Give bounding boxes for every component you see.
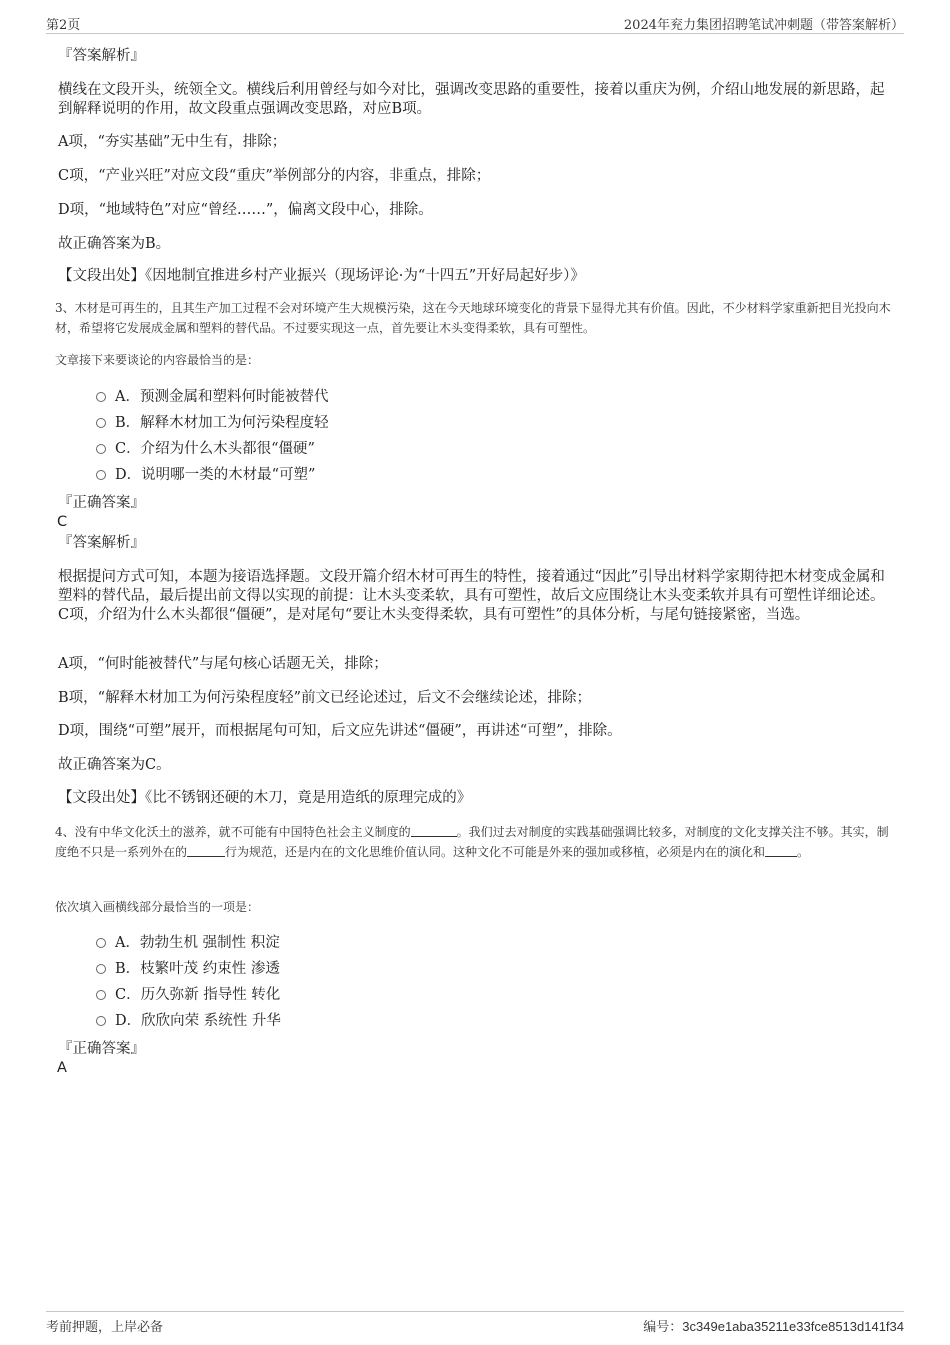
page-number: 第2页 (46, 18, 81, 33)
conclusion-q3: 故正确答案为C。 (58, 757, 171, 773)
option-label: C．介绍为什么木头都很“僵硬” (115, 441, 315, 457)
document-code (643, 1316, 904, 1335)
question-3-prompt: 文章接下来要谈论的内容最恰当的是： (55, 353, 260, 367)
correct-answer-label-q4: 『正确答案』 (58, 1041, 145, 1057)
blank-1 (411, 824, 457, 837)
note-d-q3: D项，围绕“可塑”展开，而根据尾句可知，后文应先讲述“僵硬”，再讲述“可塑”，排除。 (58, 723, 622, 739)
radio-icon[interactable] (96, 444, 106, 454)
blank-2 (187, 844, 225, 857)
question-3-option-d[interactable] (96, 465, 315, 485)
analysis-label-q3: 『答案解析』 (58, 535, 145, 551)
option-label: D．欣欣向荣 系统性 升华 (115, 1013, 281, 1029)
code-value: 3c349e1aba35211e33fce8513d141f34 (682, 1319, 904, 1334)
option-label: D．说明哪一类的木材最“可塑” (115, 467, 316, 483)
note-c-q2: C项，“产业兴旺”对应文段“重庆”举例部分的内容，非重点，排除； (58, 168, 491, 184)
code-label: 编号： (643, 1320, 683, 1335)
note-a-q2: A项，“夯实基础”无中生有，排除； (58, 134, 287, 150)
question-3-option-b[interactable] (96, 413, 329, 433)
conclusion-q2: 故正确答案为B。 (58, 236, 171, 252)
option-label: C．历久弥新 指导性 转化 (115, 987, 281, 1003)
question-4-option-d[interactable] (96, 1011, 281, 1031)
note-a-q3: A项，“何时能被替代”与尾句核心话题无关，排除； (58, 656, 388, 672)
question-3-stem: 3、木材是可再生的，且其生产加工过程不会对环境产生大规模污染，这在今天地球环境变化的背景下显得尤其有价值。因此，不少材料学家重新把目光投向木材，希望将它发展成金属和塑料的替代品。不过要实现这一点，首先要让木头变得柔软，具有可塑性。 (55, 301, 891, 335)
source-q3: 【文段出处】《比不锈钢还硬的木刀，竟是用造纸的原理完成的》 (58, 790, 472, 806)
question-4-option-b[interactable] (96, 959, 280, 979)
note-d-q2: D项，“地域特色”对应“曾经……”，偏离文段中心，排除。 (58, 202, 433, 218)
document-title: 2024年兖力集团招聘笔试冲刺题（带答案解析） (623, 18, 904, 33)
option-label: B．解释木材加工为何污染程度轻 (115, 415, 329, 431)
stem-text: 4、没有中华文化沃土的滋养，就不可能有中国特色社会主义制度的 (55, 825, 411, 839)
note-b-q3: B项，“解释木材加工为何污染程度轻”前文已经论述过，后文不会继续论述，排除； (58, 690, 591, 706)
question-4-option-c[interactable] (96, 985, 280, 1005)
question-3-option-a[interactable] (96, 387, 328, 407)
radio-icon[interactable] (96, 938, 106, 948)
radio-icon[interactable] (96, 392, 106, 402)
question-4-prompt: 依次填入画横线部分最恰当的一项是： (55, 900, 260, 914)
page-footer (46, 1311, 904, 1334)
radio-icon[interactable] (96, 1016, 106, 1026)
analysis-text-q3: 根据提问方式可知，本题为接语选择题。文段开篇介绍木材可再生的特性，接着通过“因此”引导出材料学家期待把木材变成金属和塑料的替代品，最后提出前文得以实现的前提：让木头变柔软，具有可塑性，故后文应围绕让木头变柔软并具有可塑性详细论述。C项，介绍为什么木头都很“僵硬”，是对尾句“要让木头变得柔软，具有可塑性”的具体分析，与尾句链接紧密，当选。 (58, 569, 885, 623)
question-4-stem (55, 822, 893, 862)
source-q2: 【文段出处】《因地制宜推进乡村产业振兴（现场评论·为“十四五”开好局起好步）》 (58, 268, 585, 284)
option-label: A．勃勃生机 强制性 积淀 (115, 935, 280, 951)
correct-answer-q4: A (57, 1060, 67, 1076)
correct-answer-q3: C (57, 514, 68, 530)
radio-icon[interactable] (96, 964, 106, 974)
page-header (46, 14, 904, 34)
blank-3 (765, 844, 797, 857)
stem-text: 行为规范，还是内在的文化思维价值认同。这种文化不可能是外来的强加或移植，必须是内在的演化和 (225, 845, 766, 859)
footer-slogan: 考前押题，上岸必备 (46, 1320, 164, 1335)
stem-text: 。我们过去对制度的实践基础强调比较多，对制度的文化支撑关注不够。其实，制度绝不只是一系列外在的 (55, 825, 889, 859)
option-label: B．枝繁叶茂 约束性 渗透 (115, 961, 280, 977)
radio-icon[interactable] (96, 990, 106, 1000)
analysis-label-q2: 『答案解析』 (58, 48, 145, 64)
radio-icon[interactable] (96, 470, 106, 480)
stem-text: 。 (797, 845, 810, 859)
analysis-text-q2: 横线在文段开头，统领全文。横线后利用曾经与如今对比，强调改变思路的重要性，接着以重庆为例，介绍山地发展的新思路，起到解释说明的作用，故文段重点强调改变思路，对应B项。 (58, 82, 885, 117)
option-label: A．预测金属和塑料何时能被替代 (115, 389, 329, 405)
correct-answer-label-q3: 『正确答案』 (58, 495, 145, 511)
question-3-option-c[interactable] (96, 439, 315, 459)
question-4-option-a[interactable] (96, 933, 280, 953)
radio-icon[interactable] (96, 418, 106, 428)
